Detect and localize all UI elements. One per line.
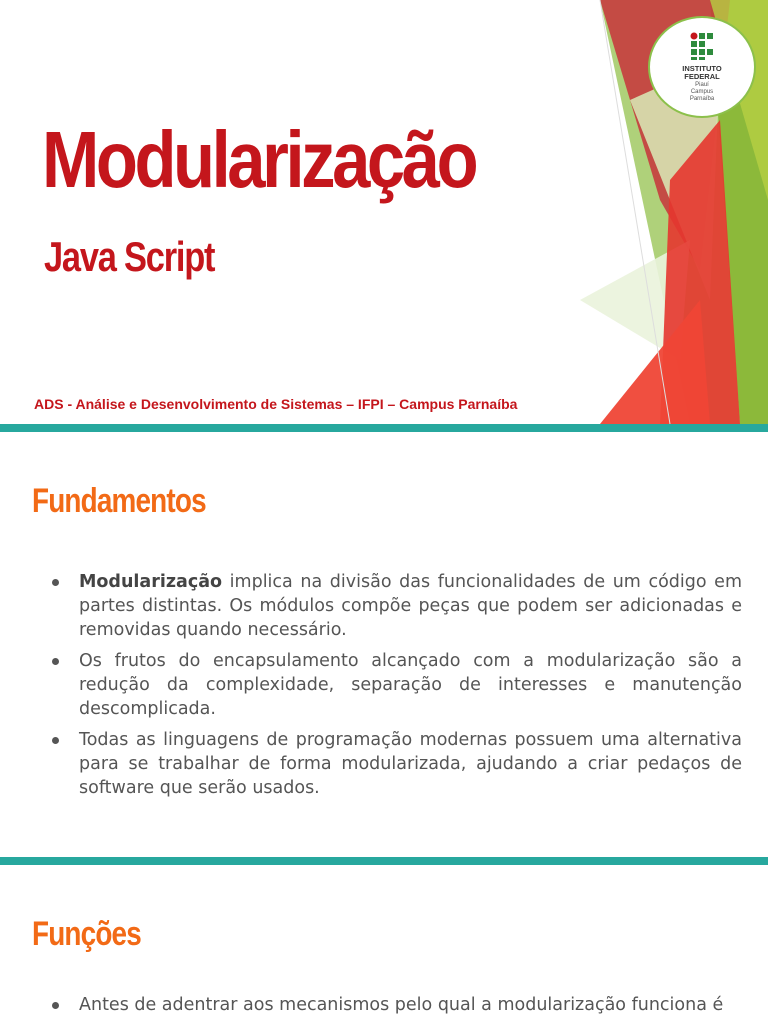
slide-divider — [0, 857, 768, 865]
bold-term: Modularização — [79, 572, 223, 592]
bullet-icon — [52, 737, 59, 744]
bullet-icon — [52, 1002, 59, 1009]
section-heading: Funções — [32, 915, 141, 953]
section-heading: Fundamentos — [32, 482, 206, 520]
bullet-icon — [52, 658, 59, 665]
institute-logo — [648, 16, 756, 118]
ifpi-logo-icon — [690, 32, 714, 60]
logo-campus-name: Piauí Campus Parnaíba — [689, 82, 715, 102]
list-item — [48, 728, 742, 800]
slide-divider — [0, 424, 768, 432]
list-item-text: Todas as linguagens de programação modernas possuem uma alternativa para se trabalhar de forma modularizada, ajudando a criar pedaços de software que serão usados. — [79, 730, 742, 798]
bullet-list — [48, 570, 742, 807]
slide-title: Modularização — [42, 115, 476, 204]
fundamentos-slide — [0, 432, 768, 857]
logo-institute-name: INSTITUTO FEDERAL — [682, 64, 722, 81]
course-footer: ADS - Análise e Desenvolvimento de Sistemas – IFPI – Campus Parnaíba — [34, 396, 518, 412]
title-slide — [0, 0, 768, 424]
funcoes-slide — [0, 865, 768, 1024]
bullet-list — [48, 993, 742, 1024]
bullet-icon — [52, 579, 59, 586]
list-item — [48, 649, 742, 721]
list-item-text: Antes de adentrar aos mecanismos pelo qual a modularização funciona é — [79, 995, 724, 1015]
list-item — [48, 993, 742, 1017]
list-item-text: Os frutos do encapsulamento alcançado com a modularização são a redução da complexidade, separação de interesses e manutenção descomplicada. — [79, 651, 742, 719]
list-item — [48, 570, 742, 642]
list-item-text: implica na divisão das funcionalidades de um código em partes distintas. Os módulos compõe peças que podem ser adicionadas e removidas quando necessário. — [79, 572, 742, 640]
slide-subtitle: Java Script — [44, 233, 215, 280]
